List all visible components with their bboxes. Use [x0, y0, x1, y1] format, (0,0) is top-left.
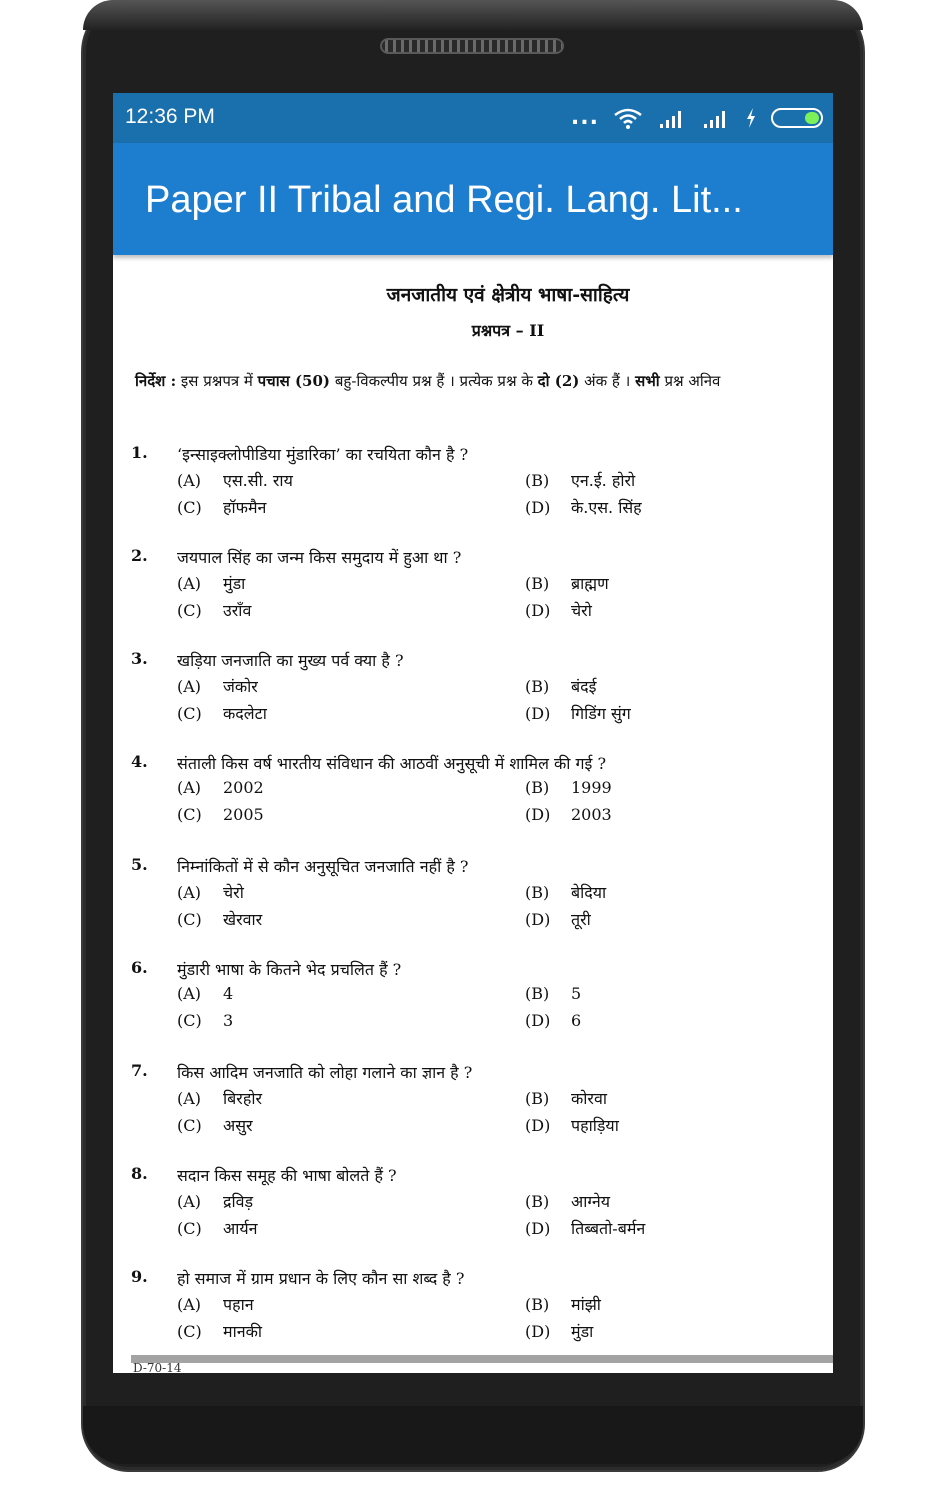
option-text: मुंडा: [223, 574, 246, 593]
instruction-label: निर्देश :: [135, 372, 177, 390]
answer-option: [525, 984, 581, 1003]
option-text: बेदिया: [571, 883, 607, 902]
answer-option: [525, 1217, 645, 1239]
answer-option: [177, 702, 267, 724]
question-text: खड़िया जनजाति का मुख्य पर्व क्या है ?: [177, 651, 404, 670]
more-notifications-icon: ...: [570, 105, 599, 130]
option-label: (A): [177, 677, 202, 696]
option-label: (B): [525, 883, 550, 902]
answer-option: [525, 702, 631, 724]
option-text: तूरी: [571, 910, 591, 929]
option-text: 5: [571, 984, 582, 1003]
question-number: 1.: [131, 443, 148, 462]
instruction-text: बहु-विकल्पीय प्रश्न हैं । प्रत्येक प्रश्न के: [334, 372, 533, 390]
option-label: (B): [525, 1192, 550, 1211]
option-label: (A): [177, 883, 202, 902]
option-label: (C): [177, 704, 202, 723]
question-number: 9.: [131, 1267, 148, 1286]
option-text: आग्नेय: [571, 1192, 611, 1211]
question-number: 3.: [131, 649, 148, 668]
option-label: (D): [525, 1219, 551, 1238]
answer-option: [177, 599, 251, 621]
answer-option: [177, 1320, 262, 1342]
question-item: [131, 649, 831, 749]
app-bar: [113, 143, 833, 255]
option-label: (A): [177, 1295, 202, 1314]
option-label: (C): [177, 1219, 202, 1238]
answer-option: [177, 675, 258, 697]
answer-option: [177, 881, 244, 903]
instruction-bold: सभी: [635, 372, 660, 390]
question-number: 8.: [131, 1164, 148, 1183]
speaker-grille: [380, 38, 564, 54]
option-text: चेरो: [223, 883, 244, 902]
question-text: संताली किस वर्ष भारतीय संविधान की आठवीं अनुसूची में शामिल की गई ?: [177, 754, 607, 773]
question-item: [131, 443, 831, 543]
question-text: जयपाल सिंह का जन्म किस समुदाय में हुआ था ?: [177, 548, 462, 567]
option-label: (B): [525, 574, 550, 593]
answer-option: [177, 469, 293, 491]
option-label: (C): [177, 1322, 202, 1341]
instruction-text: प्रश्न अनिव: [664, 372, 721, 390]
option-text: तिब्बतो-बर्मन: [571, 1219, 646, 1238]
question-item: [131, 1267, 831, 1367]
option-text: मुंडा: [571, 1322, 594, 1341]
instructions: [135, 371, 720, 391]
option-label: (A): [177, 471, 202, 490]
instruction-bold: दो (2): [537, 372, 580, 390]
answer-option: [525, 881, 606, 903]
option-text: द्रविड़: [223, 1192, 254, 1211]
option-text: 4: [223, 984, 234, 1003]
option-text: उराँव: [223, 601, 252, 620]
answer-option: [177, 1190, 253, 1212]
option-text: मानकी: [223, 1322, 263, 1341]
option-text: कोरवा: [571, 1089, 608, 1108]
option-text: 2005: [223, 805, 264, 824]
answer-option: [525, 1190, 610, 1212]
option-text: पहान: [223, 1295, 254, 1314]
option-label: (B): [525, 677, 550, 696]
option-text: 1999: [571, 778, 612, 797]
signal-1-icon: [657, 107, 687, 129]
option-text: हॉफमैन: [223, 498, 267, 517]
answer-option: [177, 778, 264, 797]
option-label: (B): [525, 1089, 550, 1108]
answer-option: [177, 1217, 258, 1239]
answer-option: [177, 1011, 233, 1030]
option-label: (D): [525, 910, 551, 929]
phone-chin: [83, 1406, 863, 1464]
question-text: मुंडारी भाषा के कितने भेद प्रचलित हैं ?: [177, 960, 402, 979]
option-label: (D): [525, 601, 551, 620]
option-text: 2002: [223, 778, 264, 797]
question-text: किस आदिम जनजाति को लोहा गलाने का ज्ञान है ?: [177, 1063, 473, 1082]
question-number: 5.: [131, 855, 148, 874]
status-time: 12:36 PM: [125, 105, 215, 128]
option-label: (D): [525, 1011, 551, 1030]
option-label: (A): [177, 778, 202, 797]
option-label: (B): [525, 984, 550, 1003]
question-number: 6.: [131, 958, 148, 977]
option-text: जंकोर: [223, 677, 258, 696]
option-text: एस.सी. राय: [223, 471, 293, 490]
answer-option: [525, 805, 612, 824]
option-text: गिडिंग सुंग: [571, 704, 631, 723]
question-text: हो समाज में ग्राम प्रधान के लिए कौन सा शब्द है ?: [177, 1269, 465, 1288]
status-bar: [113, 93, 833, 143]
answer-option: [525, 469, 635, 491]
question-item: [131, 1061, 831, 1161]
question-item: [131, 958, 831, 1058]
document-subtitle: प्रश्नपत्र – II: [471, 321, 545, 340]
answer-option: [177, 805, 264, 824]
page-footer-rule: [131, 1355, 833, 1363]
option-label: (B): [525, 1295, 550, 1314]
instruction-bold: पचास (50): [257, 372, 331, 390]
signal-2-icon: [701, 107, 731, 129]
option-label: (A): [177, 574, 202, 593]
charging-icon: [745, 107, 757, 129]
question-item: [131, 752, 831, 852]
battery-icon: [771, 108, 823, 128]
document-title: जनजातीय एवं क्षेत्रीय भाषा-साहित्य: [386, 284, 630, 306]
question-text: सदान किस समूह की भाषा बोलते हैं ?: [177, 1166, 397, 1185]
question-item: [131, 855, 831, 955]
option-label: (C): [177, 601, 202, 620]
answer-option: [177, 1087, 262, 1109]
option-text: आर्यन: [223, 1219, 258, 1238]
option-label: (D): [525, 498, 551, 517]
option-text: असुर: [223, 1116, 253, 1135]
option-label: (A): [177, 1089, 202, 1108]
answer-option: [525, 572, 609, 594]
option-text: के.एस. सिंह: [571, 498, 642, 517]
option-text: 3: [223, 1011, 234, 1030]
answer-option: [525, 599, 592, 621]
question-text: निम्नांकितों में से कौन अनुसूचित जनजाति नहीं है ?: [177, 857, 469, 876]
option-label: (D): [525, 1116, 551, 1135]
option-text: बिरहोर: [223, 1089, 263, 1108]
answer-option: [525, 496, 642, 518]
option-label: (C): [177, 910, 202, 929]
answer-option: [525, 1114, 619, 1136]
option-label: (B): [525, 778, 550, 797]
question-item: [131, 1164, 831, 1264]
app-title: Paper II Tribal and Regi. Lang. Lit...: [145, 179, 743, 221]
option-text: खेरवार: [223, 910, 263, 929]
answer-option: [177, 572, 245, 594]
answer-option: [177, 496, 266, 518]
option-label: (C): [177, 1011, 202, 1030]
option-text: पहाड़िया: [571, 1116, 619, 1135]
instruction-text: इस प्रश्नपत्र में: [180, 372, 253, 390]
question-item: [131, 546, 831, 646]
answer-option: [525, 675, 597, 697]
option-text: बंदई: [571, 677, 597, 696]
answer-option: [177, 1293, 254, 1315]
instruction-text: अंक हैं ।: [584, 372, 631, 390]
option-text: 6: [571, 1011, 582, 1030]
answer-option: [525, 1320, 593, 1342]
document-page[interactable]: [113, 255, 833, 1373]
option-label: (B): [525, 471, 550, 490]
option-label: (C): [177, 498, 202, 517]
answer-option: [525, 1011, 581, 1030]
page-footer-code: D-70-14: [133, 1361, 182, 1373]
phone-top-edge: [83, 0, 863, 30]
option-label: (D): [525, 1322, 551, 1341]
option-label: (D): [525, 805, 551, 824]
answer-option: [177, 908, 262, 930]
option-label: (A): [177, 984, 202, 1003]
status-icons: [571, 103, 823, 133]
option-label: (D): [525, 704, 551, 723]
answer-option: [525, 778, 612, 797]
option-label: (C): [177, 1116, 202, 1135]
option-text: एन.ई. होरो: [571, 471, 636, 490]
option-text: ब्राह्मण: [571, 574, 609, 593]
answer-option: [525, 1293, 601, 1315]
option-label: (C): [177, 805, 202, 824]
option-text: 2003: [571, 805, 612, 824]
question-text: ‘इन्साइक्लोपीडिया मुंडारिका’ का रचयिता कौन है ?: [177, 445, 469, 464]
option-text: कदलेटा: [223, 704, 267, 723]
question-number: 4.: [131, 752, 148, 771]
option-text: मांझी: [571, 1295, 601, 1314]
screen: [113, 93, 833, 1373]
option-label: (A): [177, 1192, 202, 1211]
option-text: चेरो: [571, 601, 592, 620]
answer-option: [177, 1114, 253, 1136]
answer-option: [525, 908, 591, 930]
question-number: 7.: [131, 1061, 148, 1080]
answer-option: [177, 984, 233, 1003]
wifi-icon: [613, 107, 643, 129]
answer-option: [525, 1087, 607, 1109]
question-number: 2.: [131, 546, 148, 565]
